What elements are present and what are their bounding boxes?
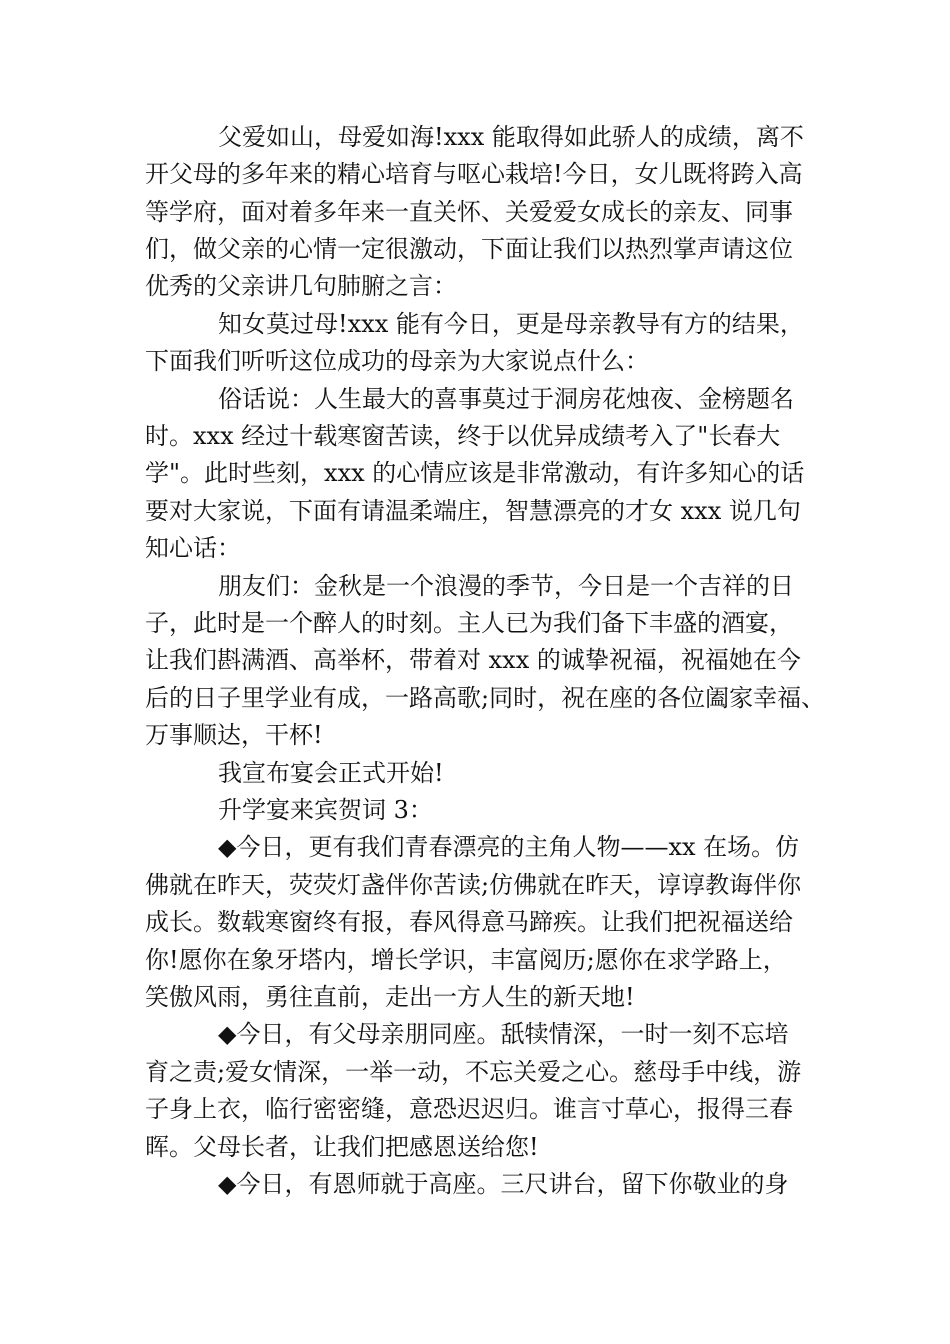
text-line: 要对大家说，下面有请温柔端庄，智慧漂亮的才女 xxx 说几句 bbox=[145, 497, 801, 525]
text-line: 时。xxx 经过十载寒窗苦读，终于以优异成绩考入了"长春大 bbox=[145, 422, 781, 450]
text-line: 成长。数载寒窗终有报，春风得意马蹄疾。让我们把祝福送给 bbox=[145, 908, 793, 936]
text-line: 父爱如山，母爱如海!xxx 能取得如此骄人的成绩，离不 bbox=[218, 123, 804, 151]
text-line: 们，做父亲的心情一定很激动，下面让我们以热烈掌声请这位 bbox=[145, 235, 793, 263]
text-line: 等学府，面对着多年来一直关怀、关爱爱女成长的亲友、同事 bbox=[145, 198, 793, 226]
text-line: 学"。此时些刻，xxx 的心情应该是非常激动，有许多知心的话 bbox=[145, 459, 805, 487]
text-line: 佛就在昨天，荧荧灯盏伴你苦读;仿佛就在昨天，谆谆教诲伴你 bbox=[145, 871, 802, 899]
text-line: 知心话： bbox=[145, 534, 241, 562]
text-line: 育之责;爱女情深，一举一动，不忘关爱之心。慈母手中线，游 bbox=[145, 1058, 802, 1086]
text-line: ◆今日，更有我们青春漂亮的主角人物——xx 在场。仿 bbox=[218, 833, 800, 861]
text-line: 知女莫过母!xxx 能有今日，更是母亲教导有方的结果， bbox=[218, 310, 804, 338]
text-line: 晖。父母长者，让我们把感恩送给您! bbox=[145, 1133, 539, 1161]
text-line: 优秀的父亲讲几句肺腑之言： bbox=[145, 272, 457, 300]
text-line: 俗话说：人生最大的喜事莫过于洞房花烛夜、金榜题名 bbox=[218, 385, 794, 413]
text-line: 你!愿你在象牙塔内，增长学识，丰富阅历;愿你在求学路上， bbox=[145, 946, 787, 974]
text-line: 笑傲风雨，勇往直前，走出一方人生的新天地! bbox=[145, 983, 635, 1011]
text-line: 万事顺达，干杯! bbox=[145, 721, 323, 749]
text-line: 升学宴来宾贺词 3： bbox=[218, 796, 433, 824]
text-line: 朋友们：金秋是一个浪漫的季节，今日是一个吉祥的日 bbox=[218, 572, 794, 600]
text-line: 后的日子里学业有成，一路高歌;同时，祝在座的各位阖家幸福、 bbox=[145, 684, 826, 712]
text-line: 开父母的多年来的精心培育与呕心栽培!今日，女儿既将跨入高 bbox=[145, 160, 803, 188]
text-line: 我宣布宴会正式开始! bbox=[218, 759, 444, 787]
text-line: 让我们斟满酒、高举杯，带着对 xxx 的诚挚祝福，祝福她在今 bbox=[145, 646, 801, 674]
text-line: ◆今日，有恩师就于高座。三尺讲台，留下你敬业的身 bbox=[218, 1170, 789, 1198]
text-line: 子身上衣，临行密密缝，意恐迟迟归。谁言寸草心，报得三春 bbox=[145, 1095, 793, 1123]
text-line: 下面我们听听这位成功的母亲为大家说点什么： bbox=[145, 347, 649, 375]
text-line: ◆今日，有父母亲朋同座。舐犊情深，一时一刻不忘培 bbox=[218, 1020, 789, 1048]
text-line: 子，此时是一个醉人的时刻。主人已为我们备下丰盛的酒宴， bbox=[145, 609, 793, 637]
